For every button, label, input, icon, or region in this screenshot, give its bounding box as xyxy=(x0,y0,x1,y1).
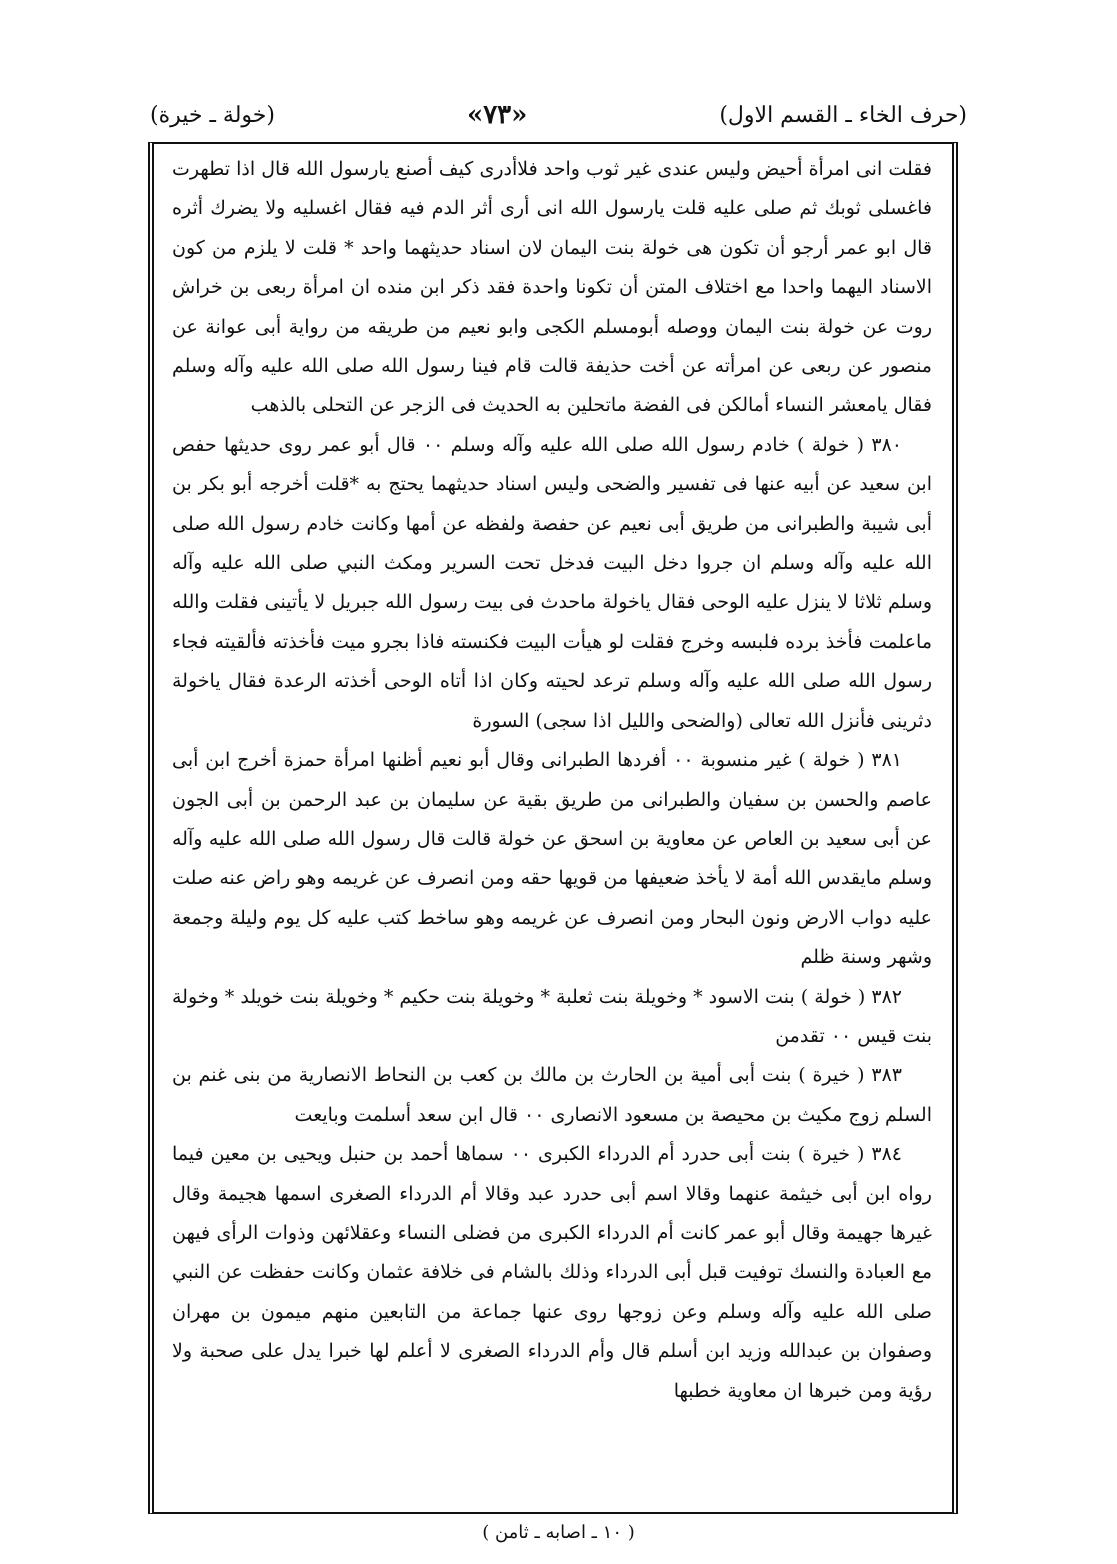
page-number: «٧٣» xyxy=(466,100,528,130)
entry-382: ٣٨٢ ( خولة ) بنت الاسود * وخويلة بنت ثعلبة * وخويلة بنت حكيم * وخويلة بنت خويلد * وخولة بنت قيس ٠٠ تقدمن xyxy=(172,985,932,1047)
page-header xyxy=(150,95,967,135)
paragraph-continuation: فقلت انى امرأة أحيض وليس عندى غير ثوب واحد فلاأدرى كيف أصنع يارسول الله قال اذا تطهرت فاغسلى ثوبك ثم صلى عليه قلت يارسول الله انى أرى أثر الدم فيه فقال اغسليه ولا يضرك أثره قال ابو عمر أرجو أن تكون هى خولة بنت اليمان لان اسناد حديثهما واحد * قلت لا يلزم من كون الاسناد اليهما واحدا مع اختلاف المتن أن تكونا واحدة فقد ذكر ابن منده ان امرأة ربعى بن خراش روت عن خولة بنت اليمان ووصله أبومسلم الكجى وابو نعيم من طريقه من رواية أبى عوانة عن منصور عن ربعى عن امرأته عن أخت حذيفة قالت قام فينا رسول الله صلى الله عليه وآله وسلم فقال يامعشر النساء أمالكن فى الفضة ماتحلين به الحديث فى الزجر عن التحلى بالذهب xyxy=(172,158,932,417)
entry-381: ٣٨١ ( خولة ) غير منسوبة ٠٠ أفردها الطبرانى وقال أبو نعيم أظنها امرأة حمزة أخرج ابن أبى عاصم والحسن بن سفيان والطبرانى من طريق بقية عن سليمان بن عبد الرحمن بن أبى الجون عن أبى سعيد بن العاص عن معاوية بن اسحق عن خولة قالت قال رسول الله صلى الله عليه وآله وسلم مايقدس الله أمة لا يأخذ ضعيفها من قويها حقه ومن انصرف عن غريمه وهو راض عنه صلت عليه دواب الارض ونون البحار ومن انصرف عن غريمه وهو ساخط كتب عليه كل يوم وليلة وجمعة وشهر وسنة ظلم xyxy=(172,749,932,969)
entry-383: ٣٨٣ ( خيرة ) بنت أبى أمية بن الحارث بن مالك بن كعب بن النحاط الانصارية من بنى غنم بن السلم زوج مكيث بن محيصة بن مسعود الانصارى ٠٠ قال ابن سعد أسلمت وبايعت xyxy=(172,1064,932,1126)
signature-mark: ( ١٠ ـ اصابه ـ ثامن ) xyxy=(482,1522,635,1543)
entries-range: (خولة ـ خيرة) xyxy=(150,102,275,128)
entry-380: ٣٨٠ ( خولة ) خادم رسول الله صلى الله عليه وآله وسلم ٠٠ قال أبو عمر روى حديثها حفص ابن سعيد عن أبيه عنها فى تفسير والضحى وليس اسناد حديثهما يحتج به *قلت أخرجه أبو بكر بن أبى شيبة والطبرانى من طريق أبى نعيم عن حفصة ولفظه عن أمها وكانت خادم رسول الله صلى الله عليه وآله وسلم ان جروا دخل البيت فدخل تحت السرير ومكث النبي صلى الله عليه وآله وسلم ثلاثا لا ينزل عليه الوحى فقال ياخولة ماحدث فى بيت رسول الله جبريل لا يأتينى فقلت والله ماعلمت فأخذ برده فلبسه وخرج فقلت لو هيأت البيت فكنسته فاذا بجرو ميت فأخذته فألقيته فجاء رسول الله صلى الله عليه وآله وسلم ترعد لحيته وكان اذا أتاه الوحى أخذته الرعدة فقال ياخولة دثرينى فأنزل الله تعالى (والضحى والليل اذا سجى) السورة xyxy=(172,433,932,732)
page-body xyxy=(172,150,932,1411)
entry-384: ٣٨٤ ( خيرة ) بنت أبى حدرد أم الدرداء الكبرى ٠٠ سماها أحمد بن حنبل ويحيى بن معين فيما رواه ابن أبى خيثمة عنهما وقالا اسم أبى حدرد عبد وقالا أم الدرداء الصغرى اسمها هجيمة وقال غيرها جهيمة وقال أبو عمر كانت أم الدرداء الكبرى من فضلى النساء وعقلائهن وذوات الرأى فيهن مع العبادة والنسك توفيت قبل أبى الدرداء وذلك بالشام فى خلافة عثمان وكانت حفظت عن النبي صلى الله عليه وآله وسلم وعن زوجها روى عنها جماعة من التابعين منهم ميمون بن مهران وصفوان بن عبدالله وزيد ابن أسلم قال وأم الدرداء الصغرى لا أعلم لها خبرا يدل على صحبة ولا رؤية ومن خبرها ان معاوية خطبها xyxy=(172,1143,932,1402)
section-title: (حرف الخاء ـ القسم الاول) xyxy=(719,102,967,128)
